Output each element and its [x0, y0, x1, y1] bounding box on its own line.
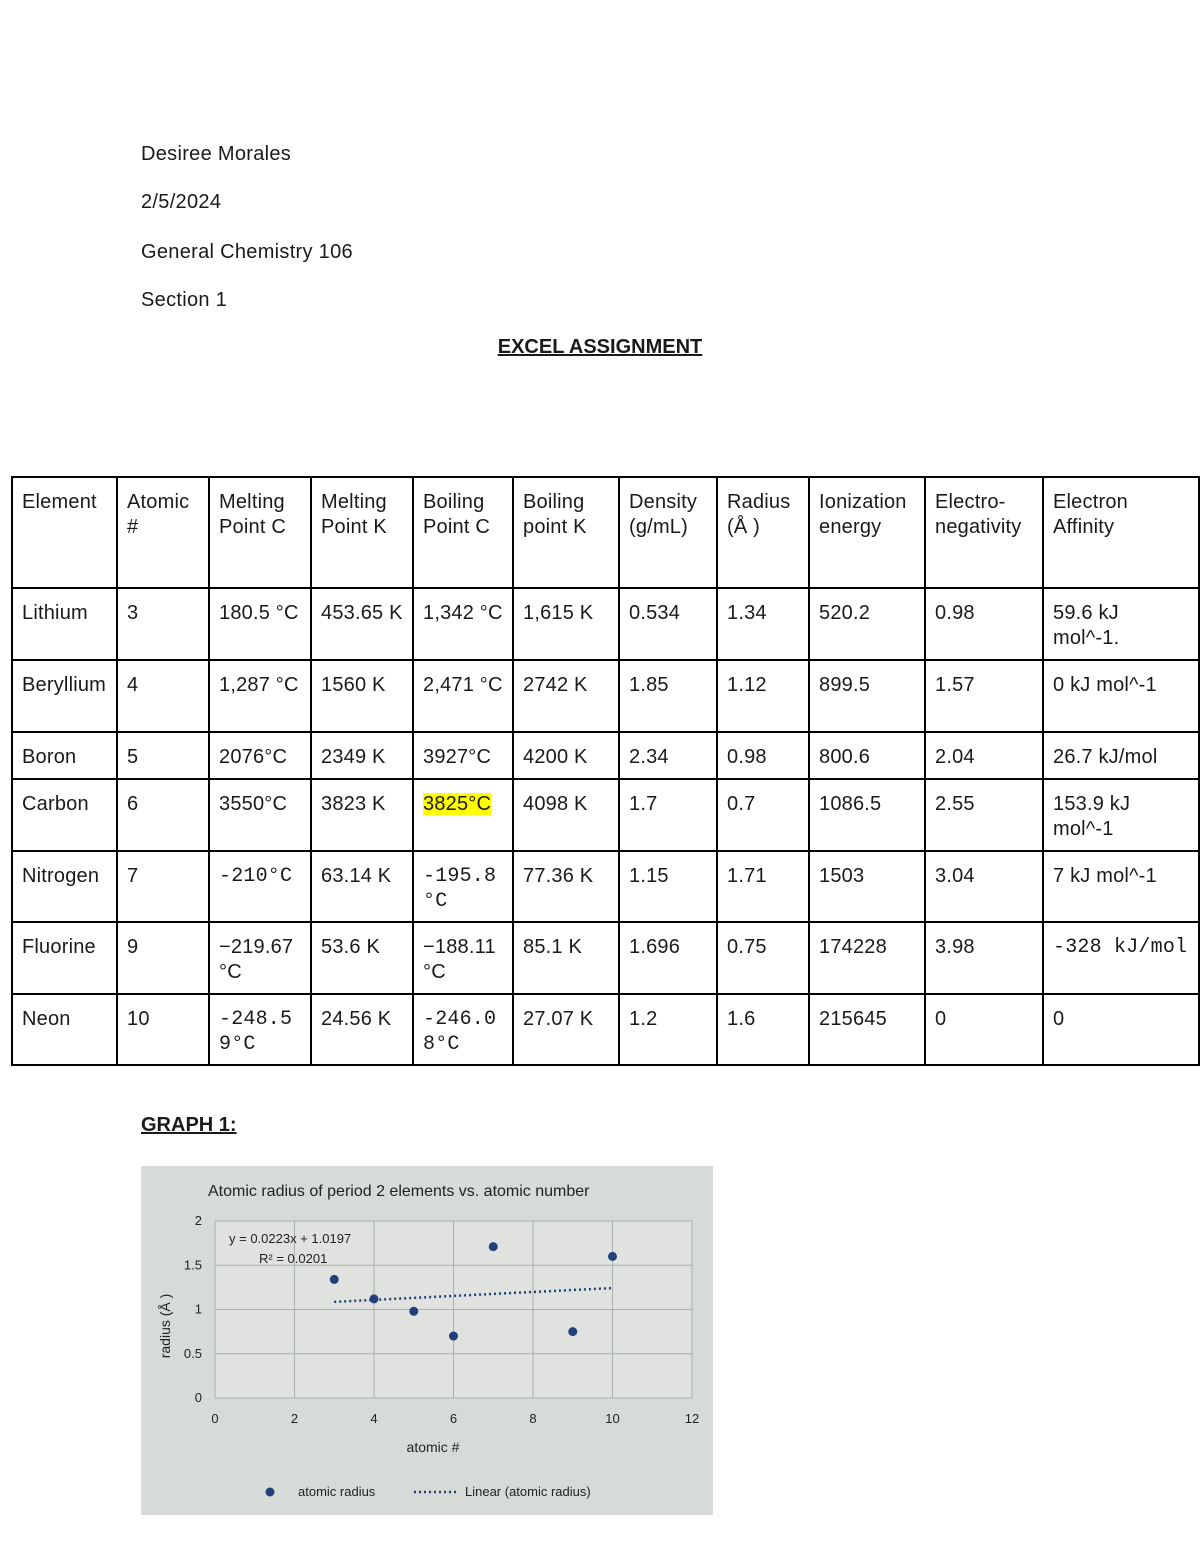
- y-axis-label: radius (Å ): [157, 1293, 173, 1359]
- y-tick-label: 0: [194, 1390, 202, 1405]
- table-cell: 59.6 kJ mol^-1.: [1043, 588, 1199, 660]
- table-cell: 5: [117, 732, 209, 779]
- header-cell: Ionization energy: [809, 477, 925, 588]
- y-tick-label: 1.5: [183, 1257, 202, 1273]
- y-tick-label: 0.5: [183, 1345, 202, 1361]
- legend-marker-atomic-radius: [266, 1488, 275, 1497]
- table-cell: 1.34: [717, 588, 809, 660]
- table-cell: 1086.5: [809, 779, 925, 851]
- chart-grid: [215, 1221, 692, 1398]
- table-cell: 0.98: [717, 732, 809, 779]
- x-tick-label: 8: [529, 1411, 537, 1426]
- table-cell: 3550°C: [209, 779, 311, 851]
- header-cell: Boiling Point C: [413, 477, 513, 588]
- course-name: General Chemistry 106: [141, 241, 353, 263]
- table-cell: −188.11 °C: [413, 922, 513, 994]
- x-tick-label: 10: [605, 1411, 620, 1426]
- table-cell: -195.8°C: [413, 851, 513, 922]
- table-cell: 0.98: [925, 588, 1043, 660]
- table-row-lithium: [12, 588, 1199, 660]
- element-properties-table: [11, 476, 1200, 1066]
- table-cell: 63.14 K: [311, 851, 413, 922]
- table-cell: 2349 K: [311, 732, 413, 779]
- chart-svg: [141, 1166, 713, 1515]
- table-cell: 4: [117, 660, 209, 732]
- header-cell: Electro-negativity: [925, 477, 1043, 588]
- x-tick-label: 6: [449, 1411, 458, 1426]
- x-tick-label: 0: [211, 1411, 219, 1426]
- y-tick-label: 1: [194, 1301, 202, 1317]
- student-name: Desiree Morales: [141, 143, 292, 165]
- table-cell: 2.34: [619, 732, 717, 779]
- data-point: [409, 1307, 418, 1316]
- table-cell: 0 kJ mol^-1: [1043, 660, 1199, 732]
- table-cell: 800.6: [809, 732, 925, 779]
- table-cell: 1.12: [717, 660, 809, 732]
- table-row-fluorine: [12, 922, 1199, 994]
- table-cell: 6: [117, 779, 209, 851]
- table-cell: 215645: [809, 994, 925, 1065]
- header-cell: Element: [12, 477, 117, 588]
- table-row-carbon: [12, 779, 1199, 851]
- table-cell: 1.71: [717, 851, 809, 922]
- trendline-equation: y = 0.0223x + 1.0197: [229, 1231, 352, 1246]
- table-cell: 1.2: [619, 994, 717, 1065]
- table-cell: 180.5 °C: [209, 588, 311, 660]
- header-cell: Melting Point K: [311, 477, 413, 588]
- table-cell: 4098 K: [513, 779, 619, 851]
- table-cell: 2.04: [925, 732, 1043, 779]
- table-cell: -248.59°C: [209, 994, 311, 1065]
- table-cell: 3: [117, 588, 209, 660]
- table-cell: 1.6: [717, 994, 809, 1065]
- x-tick-label: 2: [290, 1411, 299, 1426]
- header-cell: Boiling point K: [513, 477, 619, 588]
- table-cell: -210°C: [209, 851, 311, 922]
- table-cell: 10: [117, 994, 209, 1065]
- table-cell: 77.36 K: [513, 851, 619, 922]
- table-cell: 1.57: [925, 660, 1043, 732]
- table-cell: 1,342 °C: [413, 588, 513, 660]
- table-cell: 24.56 K: [311, 994, 413, 1065]
- scatter-chart: [141, 1166, 713, 1515]
- table-row-beryllium: [12, 660, 1199, 732]
- table-cell: Fluorine: [12, 922, 117, 994]
- table-cell: 0: [1043, 994, 1199, 1065]
- legend-label-linear: Linear (atomic radius): [465, 1484, 591, 1499]
- table-cell: 3.04: [925, 851, 1043, 922]
- y-tick-label: 2: [194, 1213, 202, 1228]
- table-cell: 1,615 K: [513, 588, 619, 660]
- table-cell: 1503: [809, 851, 925, 922]
- x-tick-label: 12: [684, 1411, 700, 1426]
- table-cell: 2742 K: [513, 660, 619, 732]
- table-cell: 4200 K: [513, 732, 619, 779]
- table-cell: Nitrogen: [12, 851, 117, 922]
- table-cell: 1.85: [619, 660, 717, 732]
- table-cell: -328 kJ/mol: [1043, 922, 1199, 994]
- data-point: [449, 1332, 458, 1341]
- table-cell: 0: [925, 994, 1043, 1065]
- chart-title: Atomic radius of period 2 elements vs. atomic number: [208, 1183, 590, 1200]
- table-cell: 85.1 K: [513, 922, 619, 994]
- table-cell: 520.2: [809, 588, 925, 660]
- table-cell: Boron: [12, 732, 117, 779]
- data-point: [568, 1327, 577, 1336]
- table-cell: 0.75: [717, 922, 809, 994]
- table-header-row: [12, 477, 1199, 588]
- table-cell: 3823 K: [311, 779, 413, 851]
- assignment-date: 2/5/2024: [141, 191, 222, 213]
- table-cell: 153.9 kJ mol^-1: [1043, 779, 1199, 851]
- table-cell: 2,471 °C: [413, 660, 513, 732]
- table-cell: 1.15: [619, 851, 717, 922]
- data-point: [608, 1252, 617, 1261]
- table-cell: 1560 K: [311, 660, 413, 732]
- section-number: Section 1: [141, 289, 228, 311]
- table-cell: -246.08°C: [413, 994, 513, 1065]
- highlighted-value: 3825°C: [423, 793, 492, 815]
- table-cell: 1,287 °C: [209, 660, 311, 732]
- header-cell: Atomic #: [117, 477, 209, 588]
- table-cell: 53.6 K: [311, 922, 413, 994]
- table-cell: 0.534: [619, 588, 717, 660]
- table-cell: Beryllium: [12, 660, 117, 732]
- x-axis-label: atomic #: [406, 1439, 460, 1455]
- table-cell: −219.67 °C: [209, 922, 311, 994]
- header-cell: Density (g/mL): [619, 477, 717, 588]
- table-cell: 2.55: [925, 779, 1043, 851]
- header-cell: Melting Point C: [209, 477, 311, 588]
- data-point: [330, 1275, 339, 1284]
- table-row-boron: [12, 732, 1199, 779]
- table-cell: Neon: [12, 994, 117, 1065]
- table-cell: 1.7: [619, 779, 717, 851]
- table-cell: [413, 779, 513, 851]
- table-cell: 7: [117, 851, 209, 922]
- table-cell: 1.696: [619, 922, 717, 994]
- x-tick-label: 4: [370, 1411, 378, 1426]
- table-cell: 899.5: [809, 660, 925, 732]
- trendline-r-squared: R² = 0.0201: [259, 1251, 328, 1266]
- header-cell: Radius (Å ): [717, 477, 809, 588]
- data-point: [489, 1242, 498, 1251]
- graph-label: GRAPH 1:: [141, 1114, 237, 1136]
- page-title: EXCEL ASSIGNMENT: [497, 336, 703, 358]
- table-cell: 0.7: [717, 779, 809, 851]
- table-cell: Lithium: [12, 588, 117, 660]
- table-cell: 3.98: [925, 922, 1043, 994]
- table-cell: 26.7 kJ/mol: [1043, 732, 1199, 779]
- table-row-nitrogen: [12, 851, 1199, 922]
- table-cell: 453.65 K: [311, 588, 413, 660]
- header-cell: Electron Affinity: [1043, 477, 1199, 588]
- table-cell: 9: [117, 922, 209, 994]
- table-cell: Carbon: [12, 779, 117, 851]
- table-row-neon: [12, 994, 1199, 1065]
- table-cell: 27.07 K: [513, 994, 619, 1065]
- table-cell: 7 kJ mol^-1: [1043, 851, 1199, 922]
- legend-label-atomic-radius: atomic radius: [298, 1484, 376, 1499]
- data-point: [370, 1294, 379, 1303]
- table-cell: 174228: [809, 922, 925, 994]
- table-cell: 2076°C: [209, 732, 311, 779]
- table-cell: 3927°C: [413, 732, 513, 779]
